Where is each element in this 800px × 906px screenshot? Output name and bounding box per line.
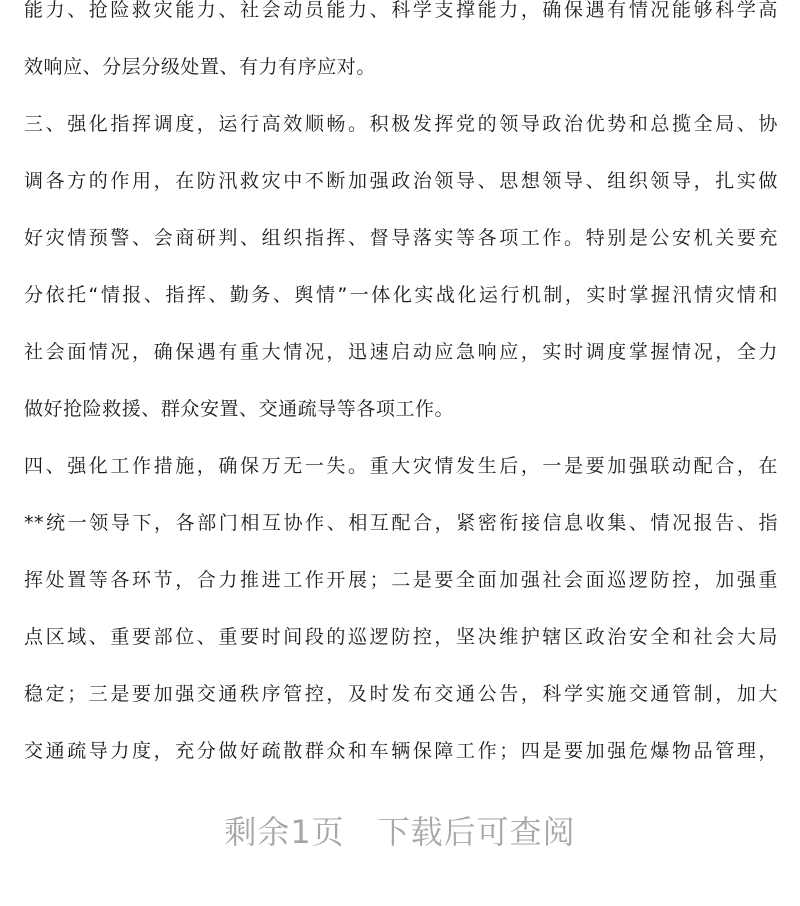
text-line: 做好抢险救援、群众安置、交通疏导等各项工作。 [24, 398, 455, 420]
remaining-pages-banner [0, 800, 800, 860]
text-line: 四、强化工作措施，确保万无一失。重大灾情发生后，一是要加强联动配合，在 [24, 455, 778, 477]
text-line: 点区域、重要部位、重要时间段的巡逻防控，坚决维护辖区政治安全和社会大局 [24, 626, 778, 648]
document-body [24, 0, 778, 780]
text-line: 三、强化指挥调度，运行高效顺畅。积极发挥党的领导政治优势和总揽全局、协 [24, 113, 778, 135]
text-line: 分依托“情报、指挥、勤务、舆情”一体化实战化运行机制，实时掌握汛情灾情和 [24, 284, 778, 306]
text-line: 挥处置等各环节，合力推进工作开展；二是要全面加强社会面巡逻防控，加强重 [24, 569, 778, 591]
text-line: 效响应、分层分级处置、有力有序应对。 [24, 56, 376, 78]
text-line: **统一领导下，各部门相互协作、相互配合，紧密衔接信息收集、情况报告、指 [24, 512, 778, 534]
text-line: 好灾情预警、会商研判、组织指挥、督导落实等各项工作。特别是公安机关要充 [24, 227, 778, 249]
text-line: 稳定；三是要加强交通秩序管控，及时发布交通公告，科学实施交通管制，加大 [24, 683, 778, 705]
text-line: 社会面情况，确保遇有重大情况，迅速启动应急响应，实时调度掌握情况，全力 [24, 341, 778, 363]
download-to-view-link[interactable]: 剩余1页 下载后可查阅 [224, 813, 576, 851]
text-line: 交通疏导力度，充分做好疏散群众和车辆保障工作；四是要加强危爆物品管理， [24, 740, 778, 762]
text-line: 能力、抢险救灾能力、社会动员能力、科学支撑能力，确保遇有情况能够科学高 [24, 0, 778, 21]
text-line: 调各方的作用，在防汛救灾中不断加强政治领导、思想领导、组织领导，扎实做 [24, 170, 778, 192]
